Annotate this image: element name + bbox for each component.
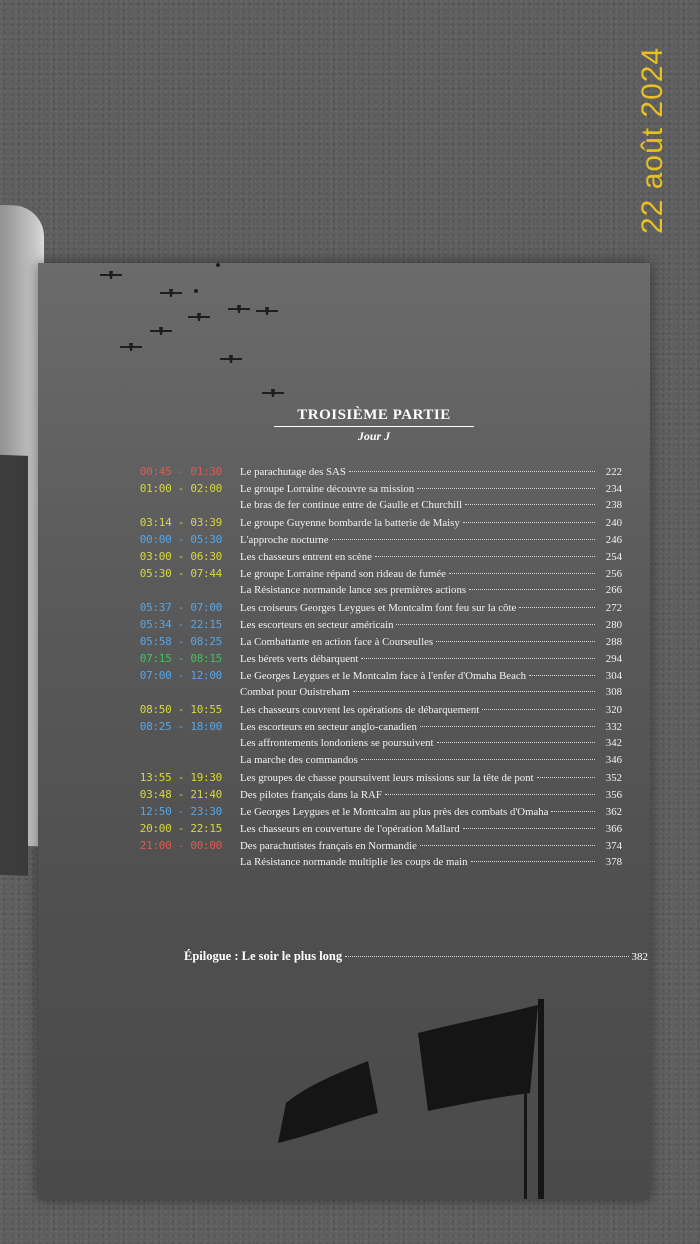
bird-dot — [216, 263, 220, 267]
leader-dots — [332, 539, 595, 540]
toc-time-range: 00:00 - 05:30 — [139, 533, 222, 546]
toc-page-number: 256 — [605, 568, 622, 580]
toc-title: Combat pour Ouistreham — [240, 686, 350, 698]
toc-row — [82, 786, 622, 803]
toc-page-number: 332 — [605, 721, 622, 733]
toc-page-number: 308 — [605, 686, 622, 698]
leader-dots — [519, 607, 595, 608]
leader-dots — [469, 589, 595, 590]
leader-dots — [385, 794, 595, 795]
leader-dots — [361, 658, 595, 659]
leader-dots — [529, 675, 595, 676]
toc-time-range: 00:45 - 01:30 — [139, 465, 222, 478]
leader-dots — [420, 845, 595, 846]
leader-dots — [361, 759, 595, 760]
leader-dots — [396, 624, 595, 625]
leader-dots — [420, 726, 595, 727]
flag-silhouette-graphic — [268, 993, 568, 1199]
toc-page-number: 266 — [605, 584, 622, 596]
toc-title: Les escorteurs en secteur américain — [240, 619, 394, 631]
toc-title: Le groupe Guyenne bombarde la batterie de Maisy — [240, 517, 460, 529]
epilogue-entry — [184, 949, 648, 964]
toc-time-range: 13:55 - 19:30 — [139, 771, 222, 784]
toc-page-number: 234 — [605, 483, 622, 495]
toc-page-number: 280 — [605, 619, 622, 631]
toc-row — [82, 616, 622, 633]
toc-time-range: 07:00 - 12:00 — [139, 669, 222, 682]
toc-page-number: 342 — [605, 737, 622, 749]
toc-title: Les croiseurs Georges Leygues et Montcalm font feu sur la côte — [240, 602, 517, 614]
toc-time-range: 01:00 - 02:00 — [139, 482, 222, 495]
plane-icon — [100, 271, 122, 279]
leader-dots — [471, 861, 595, 862]
toc-title: La Résistance normande multiplie les coups de main — [240, 856, 468, 868]
leader-dots — [353, 691, 595, 692]
toc-title: Les affrontements londoniens se poursuivent — [240, 737, 434, 749]
toc-row — [82, 633, 622, 650]
toc-page-number: 254 — [605, 551, 622, 563]
part-heading — [274, 407, 474, 444]
toc-title: Les escorteurs en secteur anglo-canadien — [240, 721, 417, 733]
toc-time-range: 08:50 - 10:55 — [139, 703, 222, 716]
toc-time-range: 03:00 - 06:30 — [139, 550, 222, 563]
plane-icon — [160, 289, 182, 297]
toc-page-number: 366 — [605, 823, 622, 835]
toc-page-number: 320 — [605, 704, 622, 716]
toc-page-number: 352 — [605, 772, 622, 784]
toc-title: Des parachutistes français en Normandie — [240, 840, 417, 852]
toc-time-range: 21:00 - 00:00 — [139, 839, 222, 852]
flag-pole-shadow — [524, 1033, 527, 1199]
toc-page-number: 346 — [605, 754, 622, 766]
toc-title: La marche des commandos — [240, 754, 358, 766]
toc-row — [82, 599, 622, 616]
toc-page-number: 238 — [605, 499, 622, 511]
toc-title: Les chasseurs en couverture de l'opération Mallard — [240, 823, 460, 835]
toc-title: Le groupe Lorraine découvre sa mission — [240, 483, 415, 495]
toc-row — [82, 514, 622, 531]
epilogue-page-number: 382 — [631, 951, 648, 963]
toc-time-range: 05:58 - 08:25 — [139, 635, 222, 648]
leader-dots — [345, 956, 628, 957]
toc-time-range: 03:14 - 03:39 — [139, 516, 222, 529]
leader-dots — [436, 641, 595, 642]
toc-row — [82, 752, 622, 769]
toc-title: Les bérets verts débarquent — [240, 653, 359, 665]
toc-title: Les groupes de chasse poursuivent leurs missions sur la tête de pont — [240, 772, 534, 784]
leader-dots — [463, 522, 595, 523]
toc-time-range: 05:34 - 22:15 — [139, 618, 222, 631]
toc-page-number: 356 — [605, 789, 622, 801]
toc-page-number: 246 — [605, 534, 622, 546]
leader-dots — [482, 709, 595, 710]
plane-icon — [220, 355, 242, 363]
leader-dots — [449, 573, 595, 574]
toc-row — [82, 531, 622, 548]
bird-dot — [194, 289, 198, 293]
leader-dots — [375, 556, 595, 557]
leader-dots — [417, 488, 595, 489]
flag-right-band — [418, 1005, 538, 1111]
toc-row — [82, 582, 622, 599]
toc-title: Le Georges Leygues et le Montcalm au plus près des combats d'Omaha — [240, 806, 549, 818]
toc-page-number: 288 — [605, 636, 622, 648]
toc-row — [82, 684, 622, 701]
toc-row — [82, 463, 622, 480]
toc-title: La Combattante en action face à Courseulles — [240, 636, 434, 648]
leader-dots — [537, 777, 595, 778]
book-page — [38, 263, 650, 1199]
toc-page-number: 378 — [605, 856, 622, 868]
toc-time-range: 07:15 - 08:15 — [139, 652, 222, 665]
toc-row — [82, 854, 622, 871]
leader-dots — [551, 811, 595, 812]
toc-page-number: 272 — [605, 602, 622, 614]
table-of-contents — [82, 463, 622, 871]
toc-row — [82, 667, 622, 684]
plane-formation-graphic — [38, 263, 650, 423]
leader-dots — [349, 471, 595, 472]
flag-pole — [538, 999, 544, 1199]
toc-row — [82, 769, 622, 786]
leader-dots — [463, 828, 595, 829]
plane-icon — [150, 327, 172, 335]
toc-row — [82, 718, 622, 735]
toc-title: Le Georges Leygues et le Montcalm face à l'enfer d'Omaha Beach — [240, 670, 527, 682]
facing-page-strip — [0, 455, 28, 876]
toc-page-number: 294 — [605, 653, 622, 665]
toc-row — [82, 735, 622, 752]
plane-icon — [188, 313, 210, 321]
toc-time-range: 08:25 - 18:00 — [139, 720, 222, 733]
toc-time-range: 05:30 - 07:44 — [139, 567, 222, 580]
plane-icon — [228, 305, 250, 313]
toc-row — [82, 650, 622, 667]
toc-page-number: 304 — [605, 670, 622, 682]
toc-title: Les chasseurs couvrent les opérations de débarquement — [240, 704, 480, 716]
toc-row — [82, 497, 622, 514]
plane-icon — [262, 389, 284, 397]
flag-left-band — [278, 1061, 378, 1143]
toc-time-range: 20:00 - 22:15 — [139, 822, 222, 835]
leader-dots — [465, 504, 595, 505]
toc-row — [82, 803, 622, 820]
toc-title: La Résistance normande lance ses premières actions — [240, 584, 467, 596]
toc-row — [82, 548, 622, 565]
toc-title: Des pilotes français dans la RAF — [240, 789, 382, 801]
toc-page-number: 240 — [605, 517, 622, 529]
toc-row — [82, 480, 622, 497]
toc-title: Le parachutage des SAS — [240, 466, 346, 478]
toc-title: Le bras de fer continue entre de Gaulle et Churchill — [240, 499, 463, 511]
toc-page-number: 362 — [605, 806, 622, 818]
toc-page-number: 374 — [605, 840, 622, 852]
plane-icon — [120, 343, 142, 351]
toc-time-range: 05:37 - 07:00 — [139, 601, 222, 614]
epilogue-title: Épilogue : Le soir le plus long — [184, 949, 343, 963]
toc-time-range: 03:48 - 21:40 — [139, 788, 222, 801]
plane-icon — [256, 307, 278, 315]
part-title: TROISIÈME PARTIE — [274, 407, 474, 427]
date-stamp: 22 août 2024 — [636, 46, 669, 234]
toc-row — [82, 565, 622, 582]
leader-dots — [437, 742, 595, 743]
toc-title: Le groupe Lorraine répand son rideau de fumée — [240, 568, 446, 580]
toc-title: Les chasseurs entrent en scène — [240, 551, 372, 563]
toc-title: L'approche nocturne — [240, 534, 329, 546]
toc-row — [82, 701, 622, 718]
toc-row — [82, 837, 622, 854]
toc-time-range: 12:50 - 23:30 — [139, 805, 222, 818]
toc-row — [82, 820, 622, 837]
toc-page-number: 222 — [605, 466, 622, 478]
part-subtitle: Jour J — [357, 429, 391, 443]
